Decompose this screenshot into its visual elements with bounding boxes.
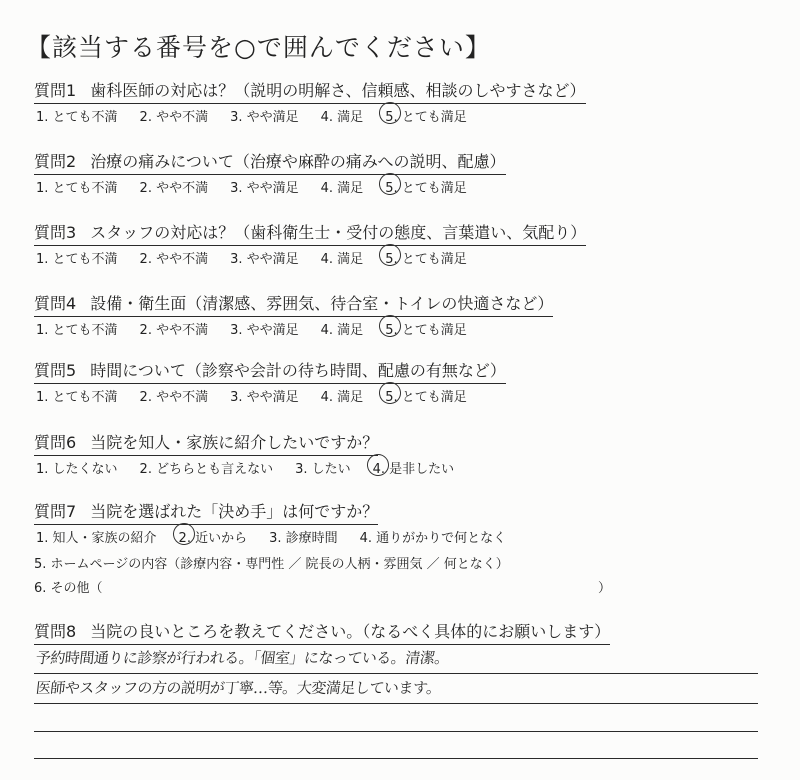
- question-4-number: 質問4: [34, 294, 77, 313]
- q7-option-2-selected[interactable]: 2. 近いから: [177, 527, 250, 546]
- page-title: 【該当する番号を○で囲んでください】: [26, 33, 491, 62]
- q5-option-4[interactable]: 4. 満足: [320, 390, 364, 405]
- question-5-text: 時間について（診察や会計の待ち時間、配慮の有無など）: [90, 361, 506, 380]
- q6-option-3[interactable]: 3. したい: [295, 462, 351, 477]
- question-5-options: [34, 386, 469, 405]
- question-2-heading: [34, 149, 506, 175]
- q4-option-4[interactable]: 4. 満足: [320, 323, 364, 338]
- question-2-options: [34, 177, 469, 196]
- q5-option-1[interactable]: 1. とても不満: [36, 390, 118, 405]
- question-7-number: 質問7: [34, 502, 77, 521]
- question-1-options: [34, 106, 469, 125]
- question-4-options: [34, 319, 469, 338]
- q6-option-1[interactable]: 1. したくない: [36, 462, 118, 477]
- q1-option-5-selected[interactable]: 5. とても満足: [383, 106, 469, 125]
- q1-option-3[interactable]: 3. やや満足: [230, 110, 299, 125]
- answer-line-1: [34, 673, 758, 674]
- question-6-options: [34, 458, 456, 477]
- q7-option-6[interactable]: [34, 577, 612, 596]
- answer-line-4: [34, 758, 758, 759]
- q2-option-2[interactable]: 2. やや不満: [139, 181, 209, 196]
- q1-option-4[interactable]: 4. 満足: [320, 110, 364, 125]
- q2-option-4[interactable]: 4. 満足: [320, 181, 364, 196]
- handwritten-answer-line-2: 医師やスタッフの方の説明が丁寧…等。大変満足しています。: [35, 679, 442, 697]
- q2-option-1[interactable]: 1. とても不満: [36, 181, 118, 196]
- question-2-text: 治療の痛みについて（治療や麻酔の痛みへの説明、配慮）: [90, 152, 506, 171]
- q4-option-3[interactable]: 3. やや満足: [230, 323, 299, 338]
- q2-option-3[interactable]: 3. やや満足: [230, 181, 299, 196]
- q5-option-5-selected[interactable]: 5. とても満足: [383, 386, 469, 405]
- q6-option-2[interactable]: 2. どちらとも言えない: [139, 462, 274, 477]
- q1-option-2[interactable]: 2. やや不満: [139, 110, 209, 125]
- q2-option-5-selected[interactable]: 5. とても満足: [383, 177, 469, 196]
- answer-line-3: [34, 731, 758, 732]
- question-6-text: 当院を知人・家族に紹介したいですか？: [90, 433, 379, 452]
- q3-option-1[interactable]: 1. とても不満: [36, 252, 118, 267]
- question-3-options: [34, 248, 469, 267]
- question-8-heading: [34, 619, 610, 645]
- q4-option-5-selected[interactable]: 5. とても満足: [383, 319, 469, 338]
- q7-option-3[interactable]: 3. 診療時間: [269, 531, 338, 546]
- q7-option-5[interactable]: 5. ホームページの内容（診療内容・専門性 ／ 院長の人柄・雰囲気 ／ 何となく）: [34, 557, 509, 572]
- q4-option-1[interactable]: 1. とても不満: [36, 323, 118, 338]
- q7-option-6-label: 6. その他（: [34, 581, 103, 596]
- question-5-number: 質問5: [34, 361, 77, 380]
- q3-option-5-selected[interactable]: 5. とても満足: [383, 248, 469, 267]
- q6-option-4-selected[interactable]: 4. 是非したい: [371, 458, 457, 477]
- q7-option-1[interactable]: 1. 知人・家族の紹介: [36, 531, 157, 546]
- question-1-number: 質問1: [34, 81, 77, 100]
- question-8-text: 当院の良いところを教えてください。（なるべく具体的にお願いします）: [90, 622, 611, 641]
- q3-option-3[interactable]: 3. やや満足: [230, 252, 299, 267]
- q7-option-6-close: ）: [598, 581, 612, 596]
- question-7-text: 当院を選ばれた「決め手」は何ですか？: [90, 502, 379, 521]
- q3-option-4[interactable]: 4. 満足: [320, 252, 364, 267]
- q5-option-2[interactable]: 2. やや不満: [139, 390, 209, 405]
- question-8-number: 質問8: [34, 622, 77, 641]
- q3-option-2[interactable]: 2. やや不満: [139, 252, 209, 267]
- question-3-number: 質問3: [34, 223, 77, 242]
- question-3-heading: [34, 220, 586, 246]
- question-5-heading: [34, 358, 506, 384]
- question-7-options-row-1: [34, 527, 508, 546]
- answer-line-2: [34, 703, 758, 704]
- q5-option-3[interactable]: 3. やや満足: [230, 390, 299, 405]
- q1-option-1[interactable]: 1. とても不満: [36, 110, 118, 125]
- question-7-heading: [34, 499, 378, 525]
- question-6-heading: [34, 430, 378, 456]
- question-4-heading: [34, 291, 553, 317]
- question-4-text: 設備・衛生面（清潔感、雰囲気、待合室・トイレの快適さなど）: [90, 294, 554, 313]
- handwritten-answer-line-1: 予約時間通りに診察が行われる。「個室」になっている。清潔。: [35, 649, 450, 667]
- q4-option-2[interactable]: 2. やや不満: [139, 323, 209, 338]
- question-1-text: 歯科医師の対応は？（説明の明解さ、信頼感、相談のしやすさなど）: [90, 81, 586, 100]
- question-3-text: スタッフの対応は？（歯科衛生士・受付の態度、言葉遣い、気配り）: [90, 223, 587, 242]
- question-6-number: 質問6: [34, 433, 77, 452]
- question-2-number: 質問2: [34, 152, 77, 171]
- q7-option-4[interactable]: 4. 通りがかりで何となく: [359, 531, 507, 546]
- question-1-heading: [34, 78, 586, 104]
